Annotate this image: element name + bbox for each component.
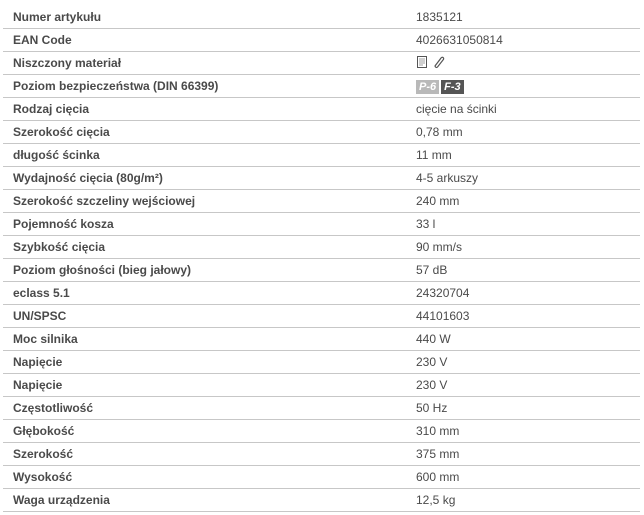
security-badge-f: F-3 (441, 80, 464, 94)
security-badges (416, 80, 464, 94)
table-row (3, 236, 640, 259)
spec-value: 1835121 (416, 10, 463, 24)
table-row (3, 121, 640, 144)
spec-table (3, 0, 640, 512)
spec-value: 240 mm (416, 194, 460, 208)
spec-label: długość ścinka (13, 148, 100, 162)
spec-label: Napięcie (13, 355, 63, 369)
table-row (3, 6, 640, 29)
spec-label: eclass 5.1 (13, 286, 70, 300)
spec-label: Szerokość szczeliny wejściowej (13, 194, 196, 208)
table-row (3, 443, 640, 466)
table-row (3, 466, 640, 489)
table-row (3, 144, 640, 167)
table-row (3, 374, 640, 397)
table-row (3, 52, 640, 75)
spec-value: 0,78 mm (416, 125, 463, 139)
table-row (3, 328, 640, 351)
spec-label: Poziom bezpieczeństwa (DIN 66399) (13, 79, 219, 93)
table-row (3, 489, 640, 512)
spec-value: 24320704 (416, 286, 470, 300)
spec-label: Niszczony materiał (13, 56, 122, 70)
spec-label: Rodzaj cięcia (13, 102, 90, 116)
spec-value: 90 mm/s (416, 240, 463, 254)
table-row (3, 351, 640, 374)
spec-label: Napięcie (13, 378, 63, 392)
paperclip-icon (431, 55, 445, 69)
spec-label: UN/SPSC (13, 309, 67, 323)
spec-label: Głębokość (13, 424, 75, 438)
table-row (3, 259, 640, 282)
material-icons (416, 55, 445, 69)
spec-value: 57 dB (416, 263, 448, 277)
spec-value: 50 Hz (416, 401, 448, 415)
spec-value: 375 mm (416, 447, 460, 461)
spec-value: 310 mm (416, 424, 460, 438)
spec-value: 230 V (416, 355, 448, 369)
spec-value: 11 mm (416, 148, 452, 162)
spec-label: Wydajność cięcia (80g/m²) (13, 171, 163, 185)
spec-value-security (408, 79, 640, 94)
spec-label: Szerokość (13, 447, 74, 461)
table-row (3, 190, 640, 213)
paper-icon (416, 55, 430, 69)
spec-label: Pojemność kosza (13, 217, 114, 231)
spec-label: Szybkość cięcia (13, 240, 106, 254)
spec-value: 230 V (416, 378, 448, 392)
table-row (3, 29, 640, 52)
spec-label: Częstotliwość (13, 401, 94, 415)
spec-label: Szerokość cięcia (13, 125, 110, 139)
spec-value: 600 mm (416, 470, 460, 484)
table-row (3, 282, 640, 305)
table-row (3, 305, 640, 328)
spec-label: Moc silnika (13, 332, 78, 346)
spec-value: 33 l (416, 217, 436, 231)
spec-value-material (408, 55, 640, 72)
table-row (3, 98, 640, 121)
spec-label: Poziom głośności (bieg jałowy) (13, 263, 192, 277)
spec-value: cięcie na ścinki (416, 102, 497, 116)
table-row (3, 213, 640, 236)
table-row (3, 397, 640, 420)
spec-label: Waga urządzenia (13, 493, 110, 507)
table-row (3, 167, 640, 190)
spec-value: 440 W (416, 332, 451, 346)
spec-label: EAN Code (13, 33, 72, 47)
spec-label: Numer artykułu (13, 10, 102, 24)
table-row (3, 75, 640, 98)
spec-value: 4026631050814 (416, 33, 503, 47)
spec-value: 44101603 (416, 309, 470, 323)
table-row (3, 420, 640, 443)
spec-value: 12,5 kg (416, 493, 456, 507)
security-badge-p: P-6 (416, 80, 439, 94)
spec-label: Wysokość (13, 470, 73, 484)
spec-value: 4-5 arkuszy (416, 171, 479, 185)
